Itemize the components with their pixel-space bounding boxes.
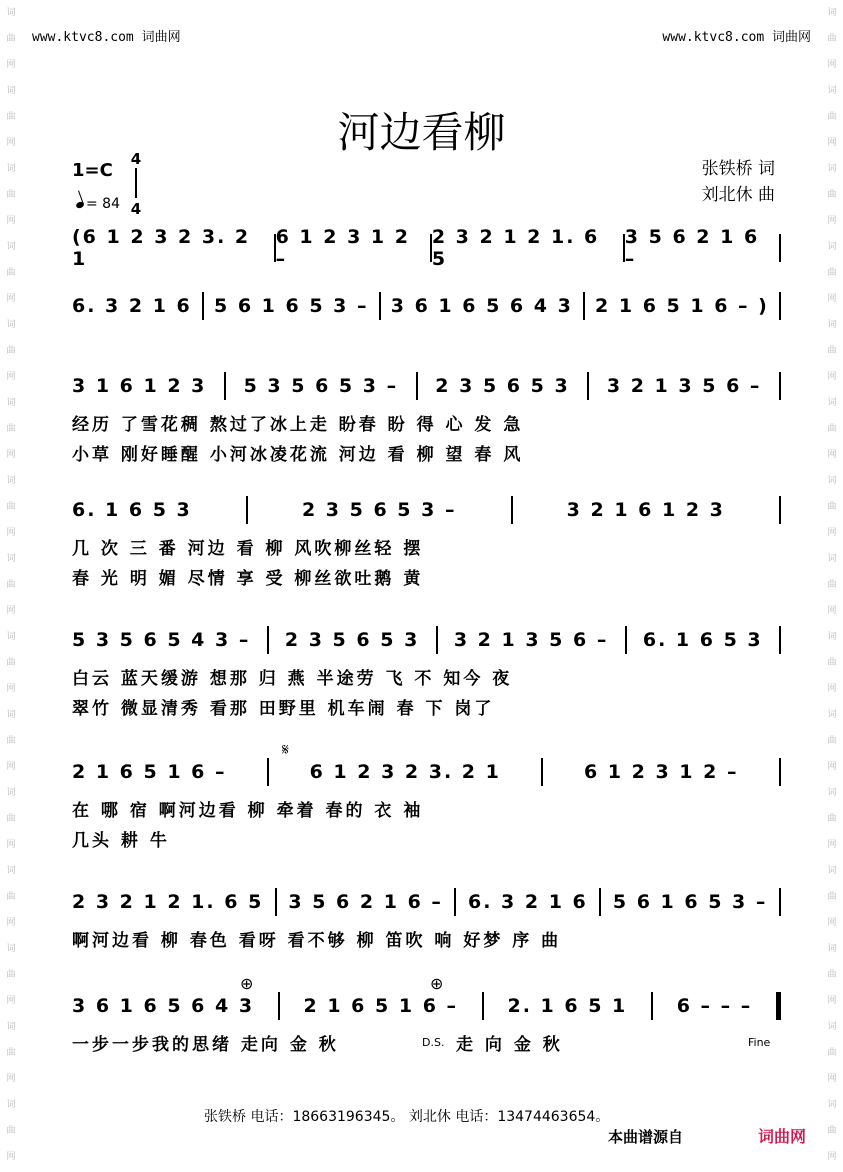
barline-end — [779, 292, 781, 320]
segno-mark: 𝄋 — [282, 740, 289, 759]
contact-info: 张铁桥 电话：18663196345。 刘北休 电话：13474463654。 — [204, 1109, 610, 1125]
coda-mark-1: ⊕ — [240, 974, 254, 993]
measure: 2. 1 6 5 1 — [507, 995, 628, 1017]
measure: 3 2 1 3 5 6 – — [453, 629, 609, 651]
fine-mark: Fine — [748, 1036, 771, 1049]
notation-line-1 — [72, 226, 781, 270]
notation-line-7 — [72, 888, 781, 916]
tempo-marking — [76, 196, 120, 212]
lyric-line: 一步一步我的思绪 走向 金 秋 — [72, 1035, 339, 1055]
lyric-line: 在 哪 宿 啊河边看 柳 牵着 春的 衣 袖 — [72, 801, 424, 821]
barline — [436, 626, 438, 654]
quarter-note-icon — [75, 201, 85, 209]
measure: 6. 1 6 5 3 — [642, 629, 763, 651]
measure: 2 3 2 1 2 1. 6 5 — [72, 891, 264, 913]
measure: 6. 1 6 5 3 — [72, 499, 192, 521]
measure: 5 3 5 6 5 4 3 – — [72, 629, 251, 651]
barline — [224, 372, 226, 400]
barline — [454, 888, 456, 916]
barline — [625, 626, 627, 654]
measure: 5 6 1 6 5 3 – — [214, 295, 369, 317]
barline-end — [779, 626, 781, 654]
site-url-left[interactable]: www.ktvc8.com 词曲网 — [32, 30, 181, 45]
lyric-line: 几 次 三 番 河边 看 柳 风吹柳丝轻 摆 — [72, 539, 424, 559]
lyric-line: 春 光 明 媚 尽情 享 受 柳丝欲吐鹅 黄 — [72, 569, 424, 589]
measure: 2 3 5 6 5 3 – — [301, 499, 457, 521]
time-bottom: 4 — [130, 200, 142, 218]
measure: 3 6 1 6 5 6 4 3 — [390, 295, 573, 317]
barline-end — [779, 234, 781, 262]
lyric-line: 几头 耕 牛 — [72, 831, 170, 851]
time-signature — [128, 152, 144, 217]
measure: 5 6 1 6 5 3 – — [612, 891, 768, 913]
measure: 2 1 6 5 1 6 – — [72, 761, 227, 783]
barline — [482, 992, 484, 1020]
measure: 3 5 6 2 1 6 – — [624, 226, 760, 270]
watermark-right: 词 曲 网 词 曲 网 词 曲 网 词 曲 网 词 曲 网 词 曲 网 词 曲 网 词 曲 网 词 曲 网 词 曲 网 词 曲 网 词 曲 网 词 曲 网 词 曲 网 词 曲 网 — [827, 8, 837, 1162]
measure: 2 3 5 6 5 3 — [284, 629, 420, 651]
barline — [278, 992, 280, 1020]
tempo-value: = 84 — [86, 196, 120, 212]
measure: 2 1 6 5 1 6 – ) — [595, 295, 769, 317]
measure: (6 1 2 3 2 3. 2 1 — [72, 226, 251, 270]
barline-end — [779, 758, 781, 786]
barline-end — [779, 372, 781, 400]
measure: 3 2 1 6 1 2 3 — [566, 499, 725, 521]
lyric-line: 白云 蓝天缓游 想那 归 燕 半途劳 飞 不 知今 夜 — [72, 669, 513, 689]
notation-line-2 — [72, 292, 781, 320]
barline — [599, 888, 601, 916]
notation-line-8 — [72, 992, 781, 1020]
lyric-line: 小草 刚好睡醒 小河冰凌花流 河边 看 柳 望 春 风 — [72, 445, 524, 465]
measure: 3 2 1 3 5 6 – — [606, 375, 762, 397]
measure: 6 1 2 3 1 2 – — [583, 761, 739, 783]
watermark-left: 词 曲 网 词 曲 网 词 曲 网 词 曲 网 词 曲 网 词 曲 网 词 曲 网 词 曲 网 词 曲 网 词 曲 网 词 曲 网 词 曲 网 词 曲 网 词 曲 网 词 曲 网 — [6, 8, 16, 1162]
barline — [541, 758, 543, 786]
ds-lyric-line: 走 向 金 秋 — [456, 1035, 563, 1055]
measure: 6 1 2 3 2 3. 2 1 — [309, 761, 501, 783]
barline — [583, 292, 585, 320]
measure: 3 1 6 1 2 3 — [72, 375, 207, 397]
measure: 3 5 6 2 1 6 – — [288, 891, 443, 913]
measure: 5 3 5 6 5 3 – — [243, 375, 399, 397]
barline-end — [779, 496, 781, 524]
barline — [246, 496, 248, 524]
composer-credit: 刘北休 曲 — [701, 185, 775, 205]
measure: 2 3 2 1 2 1. 6 5 — [431, 226, 600, 270]
lyric-line: 啊河边看 柳 春色 看呀 看不够 柳 笛吹 响 好梦 序 曲 — [72, 931, 562, 951]
barline — [267, 626, 269, 654]
barline — [202, 292, 204, 320]
barline — [267, 758, 269, 786]
lyric-line: 翠竹 微显清秀 看那 田野里 机车闹 春 下 岗了 — [72, 699, 495, 719]
barline — [416, 372, 418, 400]
lyric-line: 经历 了雪花稠 熬过了冰上走 盼春 盼 得 心 发 急 — [72, 415, 524, 435]
measure: 6. 3 2 1 6 — [72, 295, 192, 317]
barline — [587, 372, 589, 400]
barline-end — [779, 888, 781, 916]
notation-line-5 — [72, 626, 781, 654]
dal-segno-mark: D.S. — [422, 1036, 445, 1049]
barline — [275, 888, 277, 916]
measure: 2 3 5 6 5 3 — [435, 375, 570, 397]
measure: 6 1 2 3 1 2 – — [275, 226, 410, 270]
notation-line-3 — [72, 372, 781, 400]
barline — [379, 292, 381, 320]
lyricist-credit: 张铁桥 词 — [701, 159, 775, 179]
notation-line-4 — [72, 496, 781, 524]
source-label: 本曲谱源自 — [608, 1128, 684, 1146]
site-url-right[interactable]: www.ktvc8.com 词曲网 — [662, 30, 811, 45]
barline — [511, 496, 513, 524]
measure: 6 – – – — [676, 995, 753, 1017]
measure: 2 1 6 5 1 6 – — [303, 995, 459, 1017]
notation-line-6 — [72, 758, 781, 786]
key-signature: 1=C — [72, 160, 113, 181]
time-top: 4 — [130, 150, 142, 168]
brand-logo[interactable]: 词曲网 — [758, 1127, 807, 1146]
barline-end — [776, 992, 781, 1020]
coda-mark-2: ⊕ — [430, 974, 444, 993]
measure: 3 6 1 6 5 6 4 3 — [72, 995, 255, 1017]
measure: 6. 3 2 1 6 — [468, 891, 588, 913]
song-title: 河边看柳 — [337, 108, 506, 157]
barline — [651, 992, 653, 1020]
